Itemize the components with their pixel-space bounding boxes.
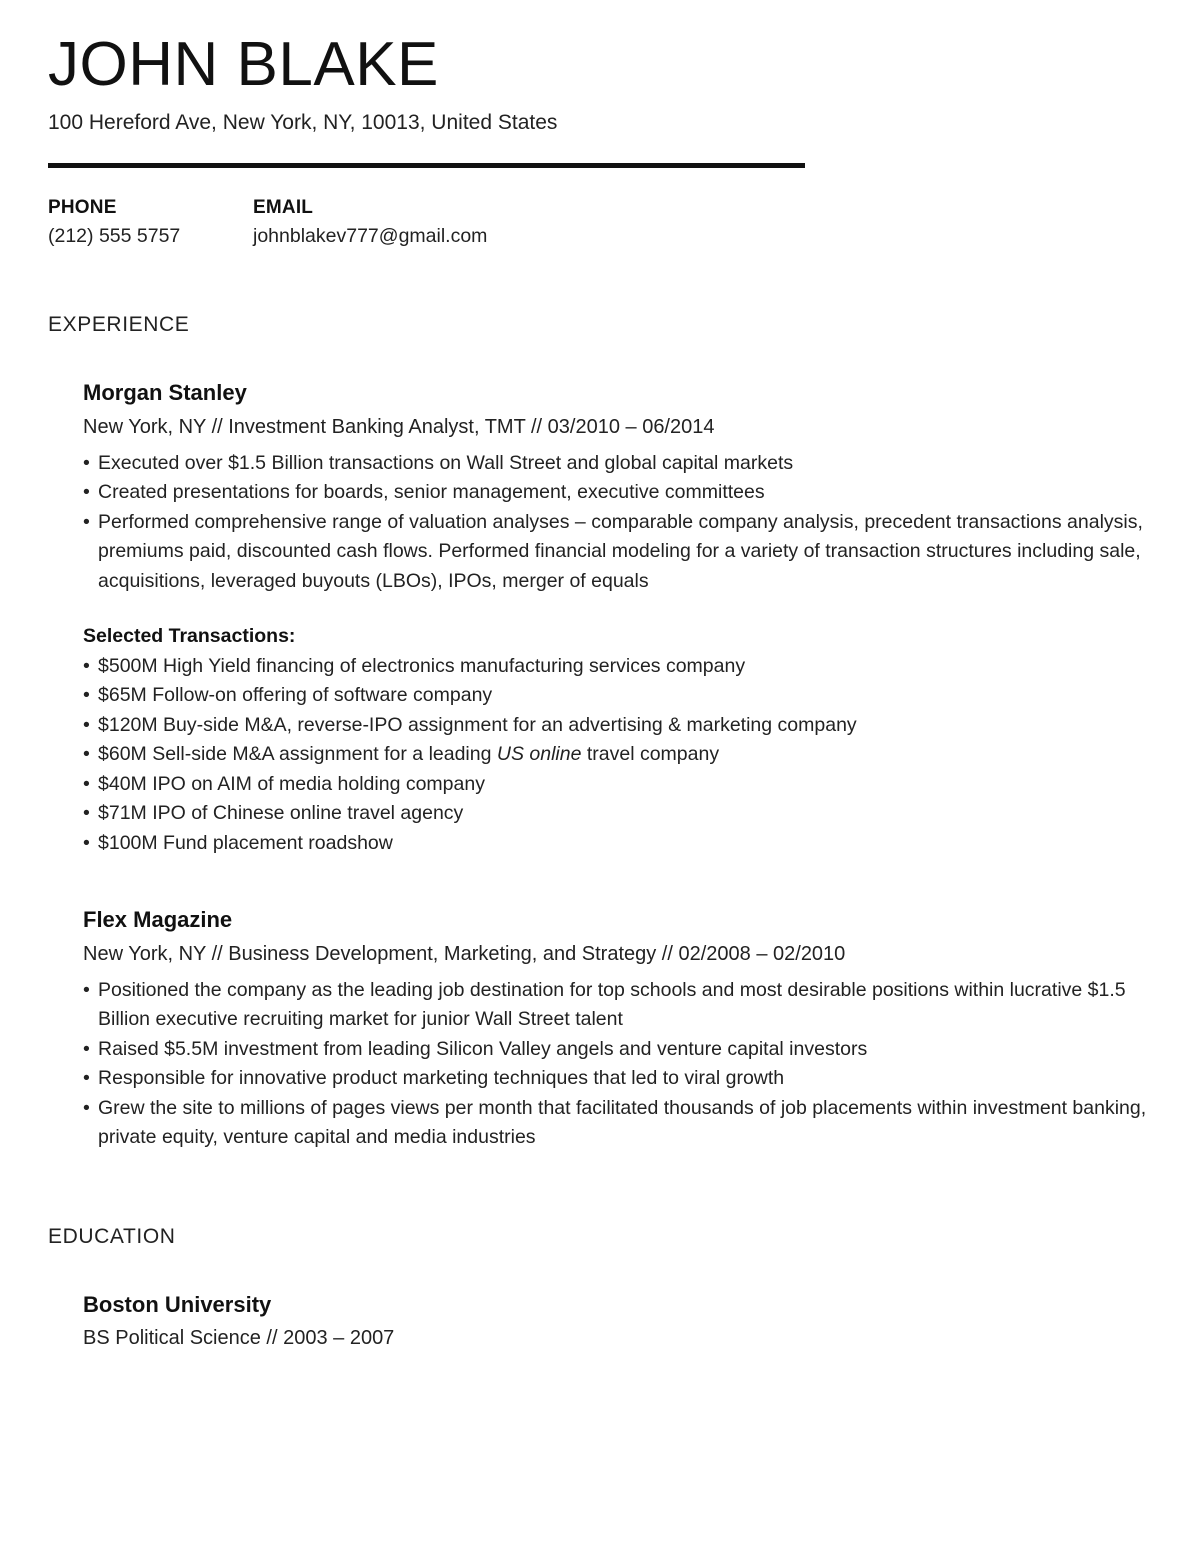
transaction-text: $65M Follow-on offering of software company	[98, 684, 493, 707]
list-item: • Positioned the company as the leading job destination for top schools and most desirable positions within lucrative $1.5 Billion executive recruiting market for junior Wall Street talent	[83, 976, 1152, 1035]
contact-phone-group	[48, 194, 253, 251]
list-item	[83, 799, 1152, 829]
candidate-name: JOHN BLAKE	[48, 30, 439, 99]
list-item: • Responsible for innovative product marketing techniques that led to viral growth	[83, 1064, 1152, 1094]
transaction-text-italic: US online	[496, 743, 582, 766]
employer-meta: New York, NY // Investment Banking Analyst, TMT // 03/2010 – 06/2014	[83, 415, 715, 438]
degree-meta: BS Political Science // 2003 – 2007	[83, 1327, 395, 1350]
experience-entry	[83, 379, 1152, 858]
list-item	[83, 652, 1152, 682]
contact-section	[0, 194, 1200, 251]
list-item	[83, 770, 1152, 800]
experience-entry-list	[83, 379, 1152, 1153]
education-entry-list	[83, 1291, 1152, 1353]
resume-header	[0, 0, 1200, 135]
list-item: • Executed over $1.5 Billion transactions on Wall Street and global capital markets	[83, 449, 1152, 479]
responsibility-list	[83, 976, 1152, 1153]
experience-section	[0, 313, 1200, 1153]
selected-transactions-heading: Selected Transactions:	[83, 625, 296, 648]
employer-name: Morgan Stanley	[83, 379, 247, 405]
responsibility-list	[83, 449, 1152, 597]
transaction-text: $500M High Yield financing of electronics manufacturing services company	[98, 654, 746, 677]
education-section	[0, 1225, 1200, 1353]
education-entry	[83, 1291, 1152, 1353]
list-item	[83, 829, 1152, 859]
list-item	[83, 681, 1152, 711]
experience-entry	[83, 906, 1152, 1153]
header-divider	[48, 163, 805, 168]
email-label: EMAIL	[253, 197, 314, 219]
employer-name: Flex Magazine	[83, 907, 233, 933]
experience-section-title: EXPERIENCE	[48, 312, 190, 336]
education-section-title: EDUCATION	[48, 1224, 176, 1248]
contact-email-group	[253, 194, 773, 251]
candidate-address: 100 Hereford Ave, New York, NY, 10013, United States	[48, 111, 558, 134]
transaction-text: $60M Sell-side M&A assignment for a leading	[98, 743, 497, 766]
transaction-text: $40M IPO on AIM of media holding company	[98, 772, 485, 795]
list-item: • Raised $5.5M investment from leading Silicon Valley angels and venture capital investors	[83, 1035, 1152, 1065]
email-value[interactable]: johnblakev777@gmail.com	[253, 224, 488, 247]
phone-label: PHONE	[48, 197, 117, 219]
selected-transactions-list	[83, 652, 1152, 859]
list-item	[83, 740, 1152, 770]
transaction-text: $100M Fund placement roadshow	[98, 831, 393, 854]
transaction-text: $71M IPO of Chinese online travel agency	[98, 802, 464, 825]
selected-transactions-block	[83, 622, 1152, 858]
phone-value[interactable]: (212) 555 5757	[48, 224, 181, 247]
list-item: • Grew the site to millions of pages views per month that facilitated thousands of job placements within investment banking, private equity, venture capital and media industries	[83, 1094, 1152, 1153]
employer-meta: New York, NY // Business Development, Marketing, and Strategy // 02/2008 – 02/2010	[83, 942, 846, 965]
list-item: • Created presentations for boards, senior management, executive committees	[83, 478, 1152, 508]
transaction-text-tail: travel company	[581, 743, 720, 766]
list-item: • Performed comprehensive range of valuation analyses – comparable company analysis, precedent transactions analysis, premiums paid, discounted cash flows. Performed financial modeling for a variety of transaction structures including sale, acquisitions, leveraged buyouts (LBOs), IPOs, merger of equals	[83, 508, 1152, 597]
list-item	[83, 711, 1152, 741]
school-name: Boston University	[83, 1291, 272, 1317]
transaction-text: $120M Buy-side M&A, reverse-IPO assignment for an advertising & marketing company	[98, 713, 857, 736]
